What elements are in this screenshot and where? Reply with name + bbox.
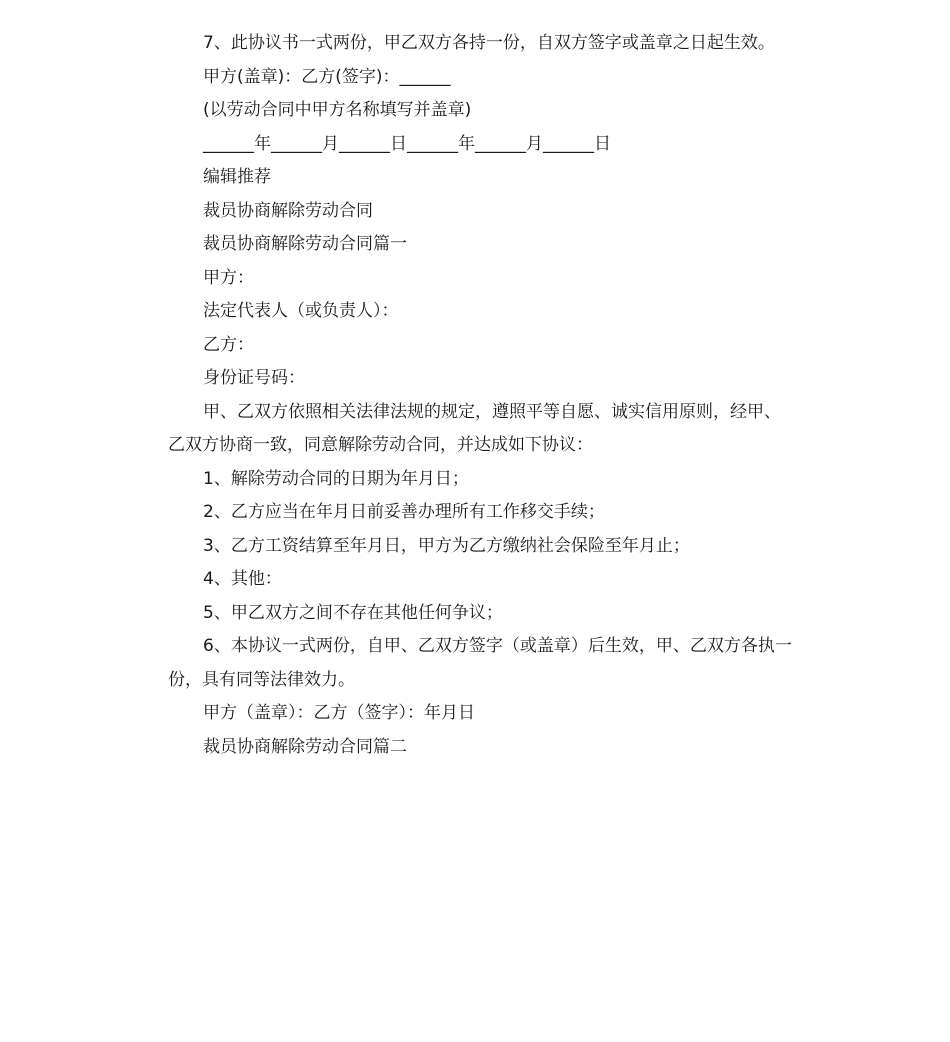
clause-3: 3、乙方工资结算至年月日，甲方为乙方缴纳社会保险至年月止； <box>203 535 690 556</box>
clause-6: 6、本协议一式两份，自甲、乙双方签字（或盖章）后生效，甲、乙双方各执一份，具有同等法律效力。 <box>168 636 792 690</box>
id-number-label: 身份证号码： <box>203 368 305 388</box>
signature-date-line: 甲方（盖章）：乙方（签字）：年月日 <box>203 703 475 723</box>
legal-representative-label: 法定代表人（或负责人）： <box>203 301 399 321</box>
article-two-title: 裁员协商解除劳动合同篇二 <box>203 736 407 757</box>
seal-note: (以劳动合同中甲方名称填写并盖章) <box>203 100 472 120</box>
party-b-label: 乙方： <box>203 334 254 355</box>
clause-4: 4、其他： <box>203 569 282 589</box>
clause-5: 5、甲乙双方之间不存在其他任何争议； <box>203 602 503 623</box>
agreement-preamble: 甲、乙双方依照相关法律法规的规定，遵照平等自愿、诚实信用原则，经甲、乙双方协商一致，同意解除劳动合同，并达成如下协议： <box>168 401 781 455</box>
clause-2: 2、乙方应当在年月日前妥善办理所有工作移交手续； <box>203 502 605 522</box>
document-page <box>168 33 794 764</box>
date-line: ______年______月______日______年______月______日 <box>203 133 611 154</box>
section-heading-recommended: 编辑推荐 <box>203 167 271 187</box>
recommended-title: 裁员协商解除劳动合同 <box>203 200 373 221</box>
party-a-label: 甲方： <box>203 267 254 288</box>
signature-line: 甲方(盖章)：乙方(签字)：______ <box>203 66 451 87</box>
article-one-title: 裁员协商解除劳动合同篇一 <box>203 234 407 254</box>
clause-7-effective: 7、此协议书一式两份，甲乙双方各持一份，自双方签字或盖章之日起生效。 <box>203 33 775 53</box>
clause-1: 1、解除劳动合同的日期为年月日； <box>203 468 469 489</box>
